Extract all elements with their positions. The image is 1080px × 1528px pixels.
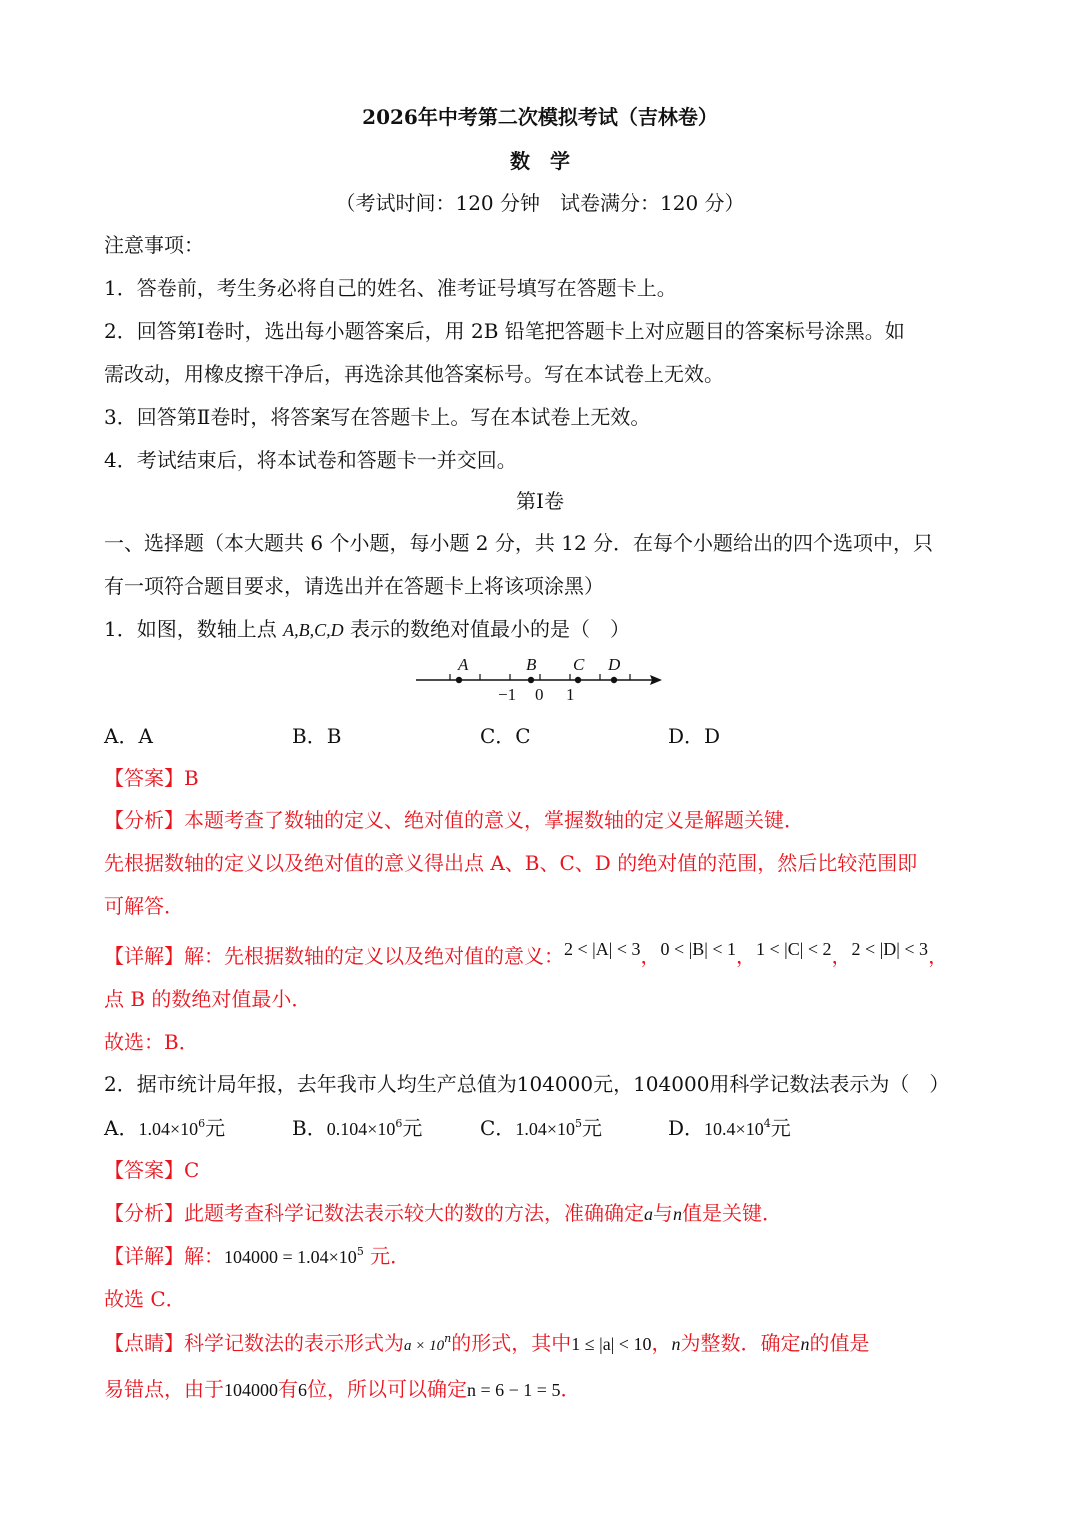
q1-option-a: A．A <box>104 724 153 748</box>
tick-label-1: 1 <box>566 685 575 704</box>
point-label-b: B <box>526 655 537 674</box>
q1-conclusion: 故选：B． <box>104 1030 199 1054</box>
notice-heading: 注意事项： <box>104 233 204 257</box>
q1-stem: 1．如图，数轴上点 A,B,C,D 表示的数绝对值最小的是（ ） <box>104 617 630 641</box>
section-heading: 一、选择题（本大题共 6 个小题，每小题 2 分，共 12 分．在每个小题给出的四个选项中，只 <box>104 531 934 555</box>
q1-analysis: 【分析】本题考查了数轴的定义、绝对值的意义，掌握数轴的定义是解题关键． <box>104 808 804 832</box>
q1-detail-cont: 点 B 的数绝对值最小． <box>104 987 312 1011</box>
q2-answer: 【答案】C <box>104 1158 200 1182</box>
q2-option-b: B．$0.104\times 10^6$元 <box>292 1116 423 1140</box>
notice-item: 需改动，用橡皮擦干净后，再选涂其他答案标号。写在本试卷上无效。 <box>104 362 724 386</box>
number-line-figure <box>412 650 672 710</box>
q2-option-d: D．$10.4\times 10^4$元 <box>668 1116 791 1140</box>
tick-label-0: 0 <box>535 685 544 704</box>
point-label-a: A <box>458 655 469 674</box>
notice-item: 3．回答第Ⅱ卷时，将答案写在答题卡上。写在本试卷上无效。 <box>104 405 651 429</box>
notice-item: 4．考试结束后，将本试卷和答题卡一并交回。 <box>104 448 517 472</box>
tick-label-neg1: −1 <box>498 685 517 704</box>
q1-answer: 【答案】B <box>104 766 199 790</box>
q1-detail: 【详解】解：先根据数轴的定义以及绝对值的意义：2 < |A| < 3，0 < |B| < 1，1 < |C| < 2，2 < |D| < 3， <box>104 939 949 968</box>
subject-title: 数 学 <box>510 149 570 173</box>
exam-title: 2026年中考第二次模拟考试（吉林卷） <box>362 105 718 129</box>
q2-analysis: 【分析】此题考查科学记数法表示较大的数的方法，准确确定a与n值是关键． <box>104 1201 782 1225</box>
point-label-c: C <box>573 655 585 674</box>
q2-option-c: C．$1.04\times 10^5$元 <box>480 1116 602 1140</box>
q2-detail: 【详解】解：$104000 = 1.04\times 10^5$ 元． <box>104 1244 411 1268</box>
q1-analysis-cont: 先根据数轴的定义以及绝对值的意义得出点 A、B、C、D 的绝对值的范围，然后比较范围即 <box>104 851 918 875</box>
q2-conclusion: 故选 C． <box>104 1287 186 1311</box>
point-label-d: D <box>608 655 621 674</box>
q1-analysis-cont2: 可解答． <box>104 894 184 918</box>
exam-info: （考试时间：120 分钟 试卷满分：120 分） <box>335 191 745 215</box>
volume-heading: 第Ⅰ卷 <box>516 489 564 513</box>
notice-item: 1．答卷前，考生务必将自己的姓名、准考证号填写在答题卡上。 <box>104 276 677 300</box>
q2-option-a: A．$1.04\times 10^6$元 <box>104 1116 226 1140</box>
q1-option-d: D．D <box>668 724 721 748</box>
q1-option-c: C．C <box>480 724 531 748</box>
q2-tip-cont: 易错点，由于104000有6位，所以可以确定n = 6 − 1 = 5． <box>104 1377 581 1401</box>
q2-stem: 2．据市统计局年报，去年我市人均生产总值为104000元，104000用科学记数法表示为（ ） <box>104 1072 950 1096</box>
section-heading-cont: 有一项符合题目要求，请选出并在答题卡上将该项涂黑） <box>104 574 604 598</box>
q1-option-b: B．B <box>292 724 342 748</box>
q2-tip: 【点睛】科学记数法的表示形式为$a \times 10^n$的形式，其中1 ≤ |a| < 10，n为整数．确定n的值是 <box>104 1331 870 1355</box>
notice-item: 2．回答第Ⅰ卷时，选出每小题答案后，用 2B 铅笔把答题卡上对应题目的答案标号涂黑。如 <box>104 319 905 343</box>
